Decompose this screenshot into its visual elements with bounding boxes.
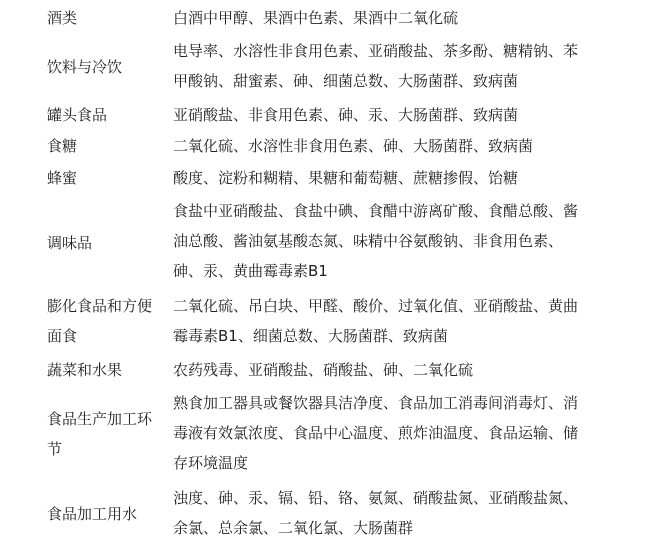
items-text: 霉毒素B1、细菌总数、大肠菌群、致病菌 — [173, 327, 448, 345]
table-row — [0, 196, 653, 288]
category-label: 蔬菜和水果 — [47, 361, 123, 379]
items-cell — [173, 483, 613, 543]
items-text: 亚硝酸盐、非食用色素、砷、汞、大肠菌群、致病菌 — [173, 106, 519, 124]
items-text: 存环境温度 — [173, 454, 249, 472]
table-row — [0, 483, 653, 545]
category-cell — [47, 404, 169, 464]
items-text: 白酒中甲醇、果酒中色素、果酒中二氧化硫 — [173, 9, 459, 27]
category-label: 罐头食品 — [47, 106, 108, 124]
items-cell — [173, 100, 613, 130]
category-label: 面食 — [47, 327, 78, 345]
items-text: 砷、汞、黄曲霉毒素B1 — [173, 262, 328, 280]
table-row — [0, 291, 653, 353]
table-row — [0, 100, 653, 130]
items-cell — [173, 3, 613, 33]
items-text: 毒液有效氯浓度、食品中心温度、煎炸油温度、食品运输、储 — [173, 424, 579, 442]
items-text: 甲酸钠、甜蜜素、砷、细菌总数、大肠菌群、致病菌 — [173, 72, 519, 90]
table-row — [0, 163, 653, 193]
category-label: 蜂蜜 — [47, 169, 78, 187]
category-cell — [47, 499, 169, 529]
items-cell — [173, 163, 613, 193]
category-label: 饮料与冷饮 — [47, 58, 123, 76]
items-cell — [173, 291, 613, 351]
items-text: 熟食加工器具或餐饮器具洁净度、食品加工消毒间消毒灯、消 — [173, 394, 579, 412]
category-cell — [47, 228, 169, 258]
table-row — [0, 131, 653, 161]
items-text: 农药残毒、亚硝酸盐、硝酸盐、砷、二氧化硫 — [173, 361, 474, 379]
category-label: 调味品 — [47, 234, 93, 252]
items-text: 浊度、砷、汞、镉、铅、铬、氨氮、硝酸盐氮、亚硝酸盐氮、 — [173, 489, 579, 507]
table-row — [0, 388, 653, 480]
items-text: 酸度、淀粉和糊精、果糖和葡萄糖、蔗糖掺假、饴糖 — [173, 169, 519, 187]
category-cell — [47, 100, 169, 130]
items-text: 二氧化硫、水溶性非食用色素、砷、大肠菌群、致病菌 — [173, 137, 534, 155]
items-cell — [173, 36, 613, 96]
category-cell — [47, 355, 169, 385]
items-cell — [173, 131, 613, 161]
items-cell — [173, 388, 613, 478]
category-cell — [47, 291, 169, 351]
table-row — [0, 3, 653, 33]
items-text: 食盐中亚硝酸盐、食盐中碘、食醋中游离矿酸、食醋总酸、酱 — [173, 202, 579, 220]
items-text: 电导率、水溶性非食用色素、亚硝酸盐、茶多酚、糖精钠、苯 — [173, 42, 579, 60]
items-cell — [173, 355, 613, 385]
category-label: 节 — [47, 440, 63, 458]
category-label: 食糖 — [47, 137, 78, 155]
category-label: 酒类 — [47, 9, 78, 27]
category-cell — [47, 52, 169, 82]
items-text: 油总酸、酱油氨基酸态氮、味精中谷氨酸钠、非食用色素、 — [173, 232, 564, 250]
items-text: 余氯、总余氯、二氧化氯、大肠菌群 — [173, 519, 414, 537]
category-label: 食品加工用水 — [47, 505, 138, 523]
category-cell — [47, 131, 169, 161]
table-row — [0, 36, 653, 98]
category-cell — [47, 3, 169, 33]
category-label: 食品生产加工环 — [47, 410, 153, 428]
items-text: 二氧化硫、吊白块、甲醛、酸价、过氧化值、亚硝酸盐、黄曲 — [173, 297, 579, 315]
category-cell — [47, 163, 169, 193]
items-cell — [173, 196, 613, 286]
table-row — [0, 355, 653, 385]
category-label: 膨化食品和方便 — [47, 297, 153, 315]
